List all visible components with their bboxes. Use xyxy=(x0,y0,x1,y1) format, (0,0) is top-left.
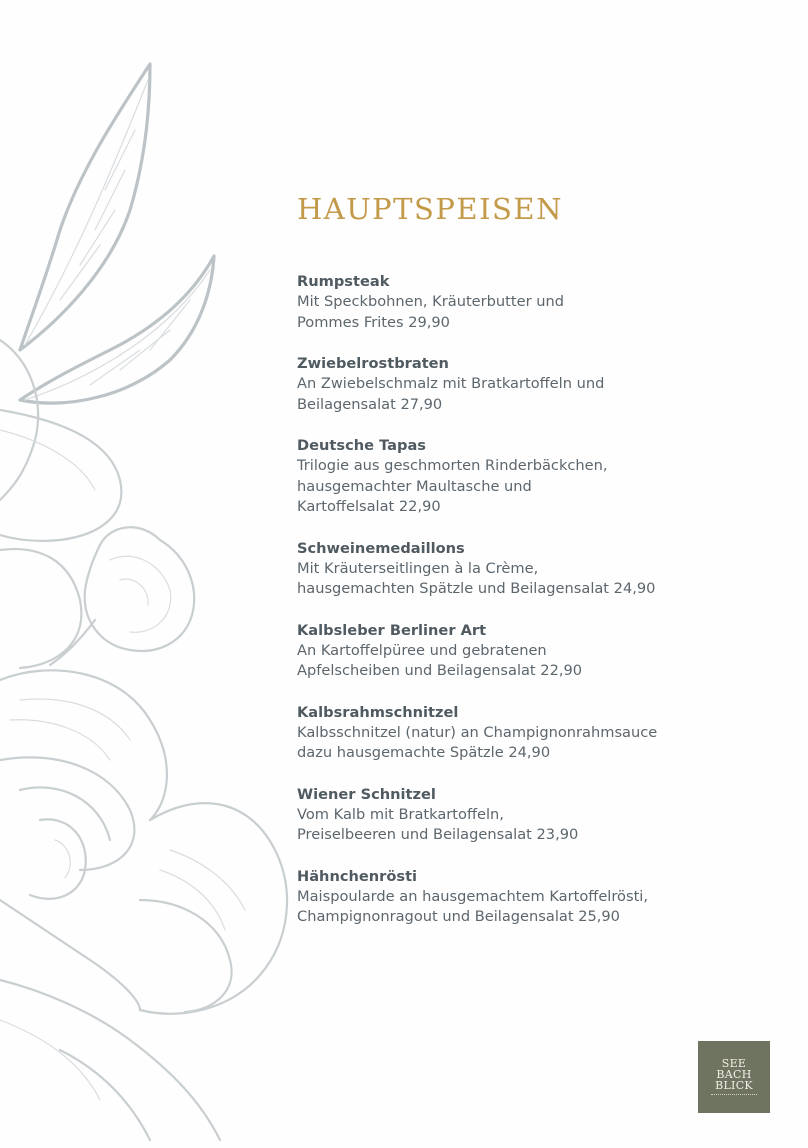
dish-description: Maispoularde an hausgemachtem Kartoffelrösti, xyxy=(297,887,648,905)
dish-description: Pommes Frites 29,90 xyxy=(297,313,450,331)
dish-description: An Kartoffelpüree und gebratenen xyxy=(297,641,547,659)
dish-description: Mit Speckbohnen, Kräuterbutter und xyxy=(297,293,564,310)
dish-name: Kalbsrahmschnitzel xyxy=(297,703,459,721)
dish-description: Preiselbeeren und Beilagensalat 23,90 xyxy=(297,826,579,843)
menu-item xyxy=(297,620,697,682)
dish-description: Apfelscheiben und Beilagensalat 22,90 xyxy=(297,662,583,679)
dish-name: Wiener Schnitzel xyxy=(297,785,436,803)
restaurant-logo xyxy=(698,1041,770,1113)
menu-item xyxy=(297,353,697,415)
dish-name: Deutsche Tapas xyxy=(297,437,426,454)
menu-list xyxy=(297,271,697,948)
logo-text: SEE xyxy=(721,1056,747,1070)
dish-description: Champignonragout und Beilagensalat 25,90 xyxy=(297,908,620,925)
dish-name: Zwiebelrostbraten xyxy=(297,355,449,372)
dish-description: An Zwiebelschmalz mit Bratkartoffeln und xyxy=(297,375,605,392)
floral-decoration xyxy=(0,0,320,1148)
menu-item xyxy=(297,271,697,333)
dish-description: Kartoffelsalat 22,90 xyxy=(297,498,441,515)
dish-description: dazu hausgemachte Spätzle 24,90 xyxy=(297,744,551,761)
menu-item xyxy=(297,538,697,600)
menu-item xyxy=(297,435,697,518)
logo-tagline-mark xyxy=(711,1094,757,1097)
dish-description: Trilogie aus geschmorten Rinderbäckchen, xyxy=(297,457,608,474)
dish-description: Mit Kräuterseitlingen à la Crème, xyxy=(297,559,539,577)
logo-text: BLICK xyxy=(715,1078,753,1092)
menu-item xyxy=(297,866,697,928)
dish-description: hausgemachten Spätzle und Beilagensalat 24,90 xyxy=(297,580,656,597)
dish-name: Kalbsleber Berliner Art xyxy=(297,621,487,639)
menu-item xyxy=(297,702,697,764)
dish-description: Kalbsschnitzel (natur) an Champignonrahmsauce xyxy=(297,723,658,741)
dish-name: Schweinemedaillons xyxy=(297,539,465,557)
dish-name: Hähnchenrösti xyxy=(297,867,418,885)
page-title: HAUPTSPEISEN xyxy=(297,192,563,226)
dish-description: Beilagensalat 27,90 xyxy=(297,395,443,413)
dish-description: Vom Kalb mit Bratkartoffeln, xyxy=(297,805,504,823)
dish-description: hausgemachter Maultasche und xyxy=(297,477,532,495)
menu-item xyxy=(297,784,697,846)
dish-name: Rumpsteak xyxy=(297,273,390,290)
logo-text: BACH xyxy=(716,1067,752,1081)
